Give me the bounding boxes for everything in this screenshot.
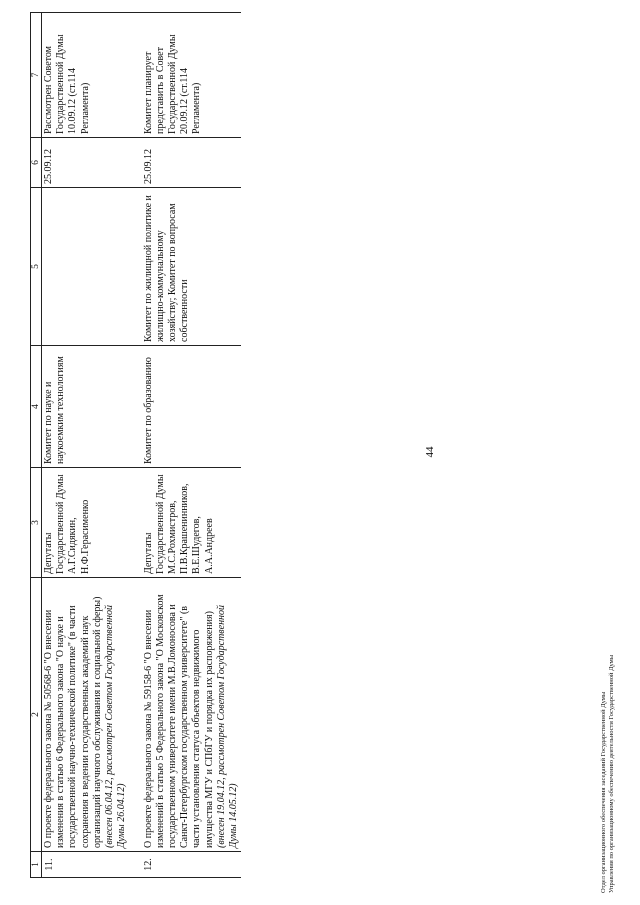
page-number: 44 — [424, 446, 436, 458]
col-header-1: 1 — [31, 852, 42, 878]
committee: Комитет по науке и наукоемким технологиям — [42, 346, 137, 468]
bill-title: О проекте федерального закона № 59158-6 "О внесении изменений в статью 5 Федерального закона "О Московском государственном университете имени М.В.Ломоносова и Санкт-Петербургском государственном университете" (в части установления статуса объектов недвижимого имущества МГУ и СПбГУ и порядка их распоряжения) — [142, 594, 215, 848]
col-header-2: 2 — [31, 578, 42, 852]
bill-title: О проекте федерального закона № 50568-6 "О внесении изменения в статью 6 Федерального закона "О науке и государственной научно-технической политике" (в части сохранения в ведении государственных академий наук организаций научного обслуживания и социальной сферы) — [43, 596, 103, 848]
header-row — [31, 13, 42, 878]
date: 25.09.12 — [137, 138, 242, 188]
footer — [600, 655, 616, 893]
bills-table — [30, 12, 241, 878]
co-committee — [42, 188, 137, 346]
date: 25.09.12 — [42, 138, 137, 188]
co-committee: Комитет по жилищной политике и жилищно-коммунальному хозяйству; Комитет по вопросам собственности — [137, 188, 242, 346]
table-row — [137, 13, 242, 878]
footer-line-1: Отдел организационного обеспечения заседаний Государственной Думы — [600, 691, 607, 893]
footer-line-2: Управления по организационному обеспечению деятельности Государственной Думы — [608, 654, 615, 893]
bill-note: (внесен 19.04.12, рассмотрен Советом Государственной Думы 14.05.12) — [215, 604, 239, 848]
col-header-6: 6 — [31, 138, 42, 188]
bill-note: (внесен 06.04.12, рассмотрен Советом Государственной Думы 26.04.12) — [104, 604, 128, 848]
table-row — [42, 13, 137, 878]
status: Комитет планирует представить в Совет Государственной Думы 20.09.12 (ст.114 Регламента) — [137, 13, 242, 138]
col-header-3: 3 — [31, 468, 42, 578]
row-number: 12. — [137, 852, 242, 878]
col-header-4: 4 — [31, 346, 42, 468]
authors: Депутаты Государственной Думы М.С.Рохмистров, П.В.Крашенинников, В.Е.Шудегов, А.А.Андреев — [137, 468, 242, 578]
bill-title-cell — [137, 578, 242, 852]
authors: Депутаты Государственной Думы А.Г.Сидякин, Н.Ф.Герасименко — [42, 468, 137, 578]
bill-title-cell — [42, 578, 137, 852]
col-header-7: 7 — [31, 13, 42, 138]
col-header-5: 5 — [31, 188, 42, 346]
row-number: 11. — [42, 852, 137, 878]
committee: Комитет по образованию — [137, 346, 242, 468]
bills-table-container — [30, 13, 239, 878]
status: Рассмотрен Советом Государственной Думы 10.09.12 (ст.114 Регламента) — [42, 13, 137, 138]
